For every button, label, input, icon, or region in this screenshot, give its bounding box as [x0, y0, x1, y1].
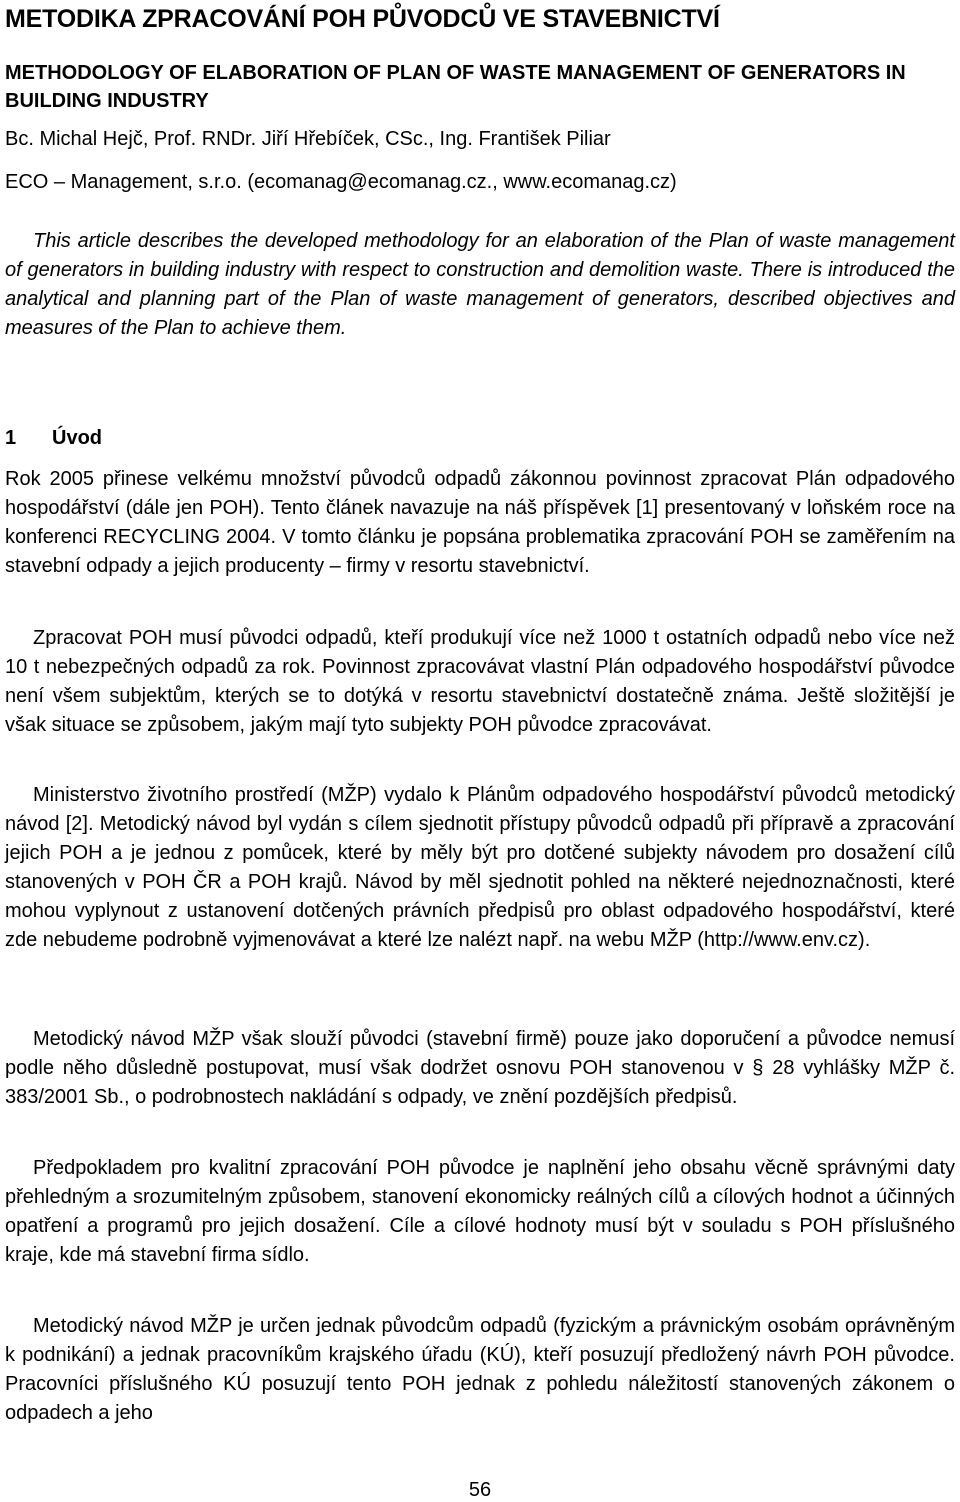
paragraph-text: Zpracovat POH musí původci odpadů, kteří produkují více než 1000 t ostatních odpadů nebo více než 10 t nebezpečných odpadů za rok. Povinnost zpracovávat vlastní Plán odpadového hospodářství původce není všem subjektům, kterých se to dotýká v resortu stavebnictví dostatečně známa. Ještě složitější je však situace se způsobem, jakým mají tyto subjekty POH původce zpracovávat. — [5, 627, 955, 736]
body-paragraph: Rok 2005 přinese velkému množství původců odpadů zákonnou povinnost zpracovat Plán odpadového hospodářství (dále jen POH). Tento článek navazuje na náš příspěvek [1] presentovaný v loňském roce na konferenci RECYCLING 2004. V tomto článku je popsána problematika zpracování POH se zaměřením na stavební odpady a jejich producenty – firmy v resortu stavebnictví. — [5, 468, 955, 577]
body-paragraph — [5, 781, 955, 955]
paper-subtitle-english: METHODOLOGY OF ELABORATION OF PLAN OF WASTE MANAGEMENT OF GENERATORS IN BUILDING INDUSTRY — [5, 62, 906, 112]
paragraph-text: Metodický návod MŽP však slouží původci (stavební firmě) pouze jako doporučení a původce nemusí podle něho důsledně postupovat, musí však dodržet osnovu POH stanovenou v § 28 vyhlášky MŽP č. 383/2001 Sb., o podrobnostech nakládání s odpady, ve znění pozdějších předpisů. — [5, 1028, 955, 1108]
body-paragraph — [5, 624, 955, 740]
body-paragraph — [5, 1154, 955, 1270]
section-heading — [5, 424, 955, 452]
section-number: 1 — [5, 427, 17, 449]
abstract-text: This article describes the developed methodology for an elaboration of the Plan of waste management of generators in building industry with respect to construction and demolition waste. There is introduced the analytical and planning part of the Plan of waste management of generators, described objectives and measures of the Plan to achieve them. — [5, 230, 955, 339]
paper-title: METODIKA ZPRACOVÁNÍ POH PŮVODCŮ VE STAVEBNICTVÍ — [5, 5, 720, 33]
paragraph-text: Metodický návod MŽP je určen jednak původcům odpadů (fyzickým a právnickým osobám oprávněným k podnikání) a jednak pracovníkům krajského úřadu (KÚ), kteří posuzují předložený návrh POH původce. Pracovníci příslušného KÚ posuzují tento POH jednak z pohledu náležitostí stanovených zákonem o odpadech a jeho — [5, 1315, 955, 1424]
abstract — [5, 227, 955, 343]
paragraph-text: Ministerstvo životního prostředí (MŽP) vydalo k Plánům odpadového hospodářství původců metodický návod [2]. Metodický návod byl vydán s cílem sjednotit přístupy původců odpadů při přípravě a zpracování jejich POH a je jednou z pomůcek, které by měly být pro dotčené subjekty návodem pro dosažení cílů stanovených v POH ČR a POH krajů. Návod by měl sjednotit pohled na některé nejednoznačnosti, které mohou vyplynout z ustanovení dotčených právních předpisů pro oblast odpadového hospodářství, které zde nebudeme podrobně vyjmenovávat a které lze nalézt např. na webu MŽP (http://www.env.cz). — [5, 784, 955, 951]
section-title: Úvod — [52, 427, 102, 449]
author-list: Bc. Michal Hejč, Prof. RNDr. Jiří Hřebíček, CSc., Ing. František Piliar — [5, 128, 611, 150]
author-affiliation: ECO – Management, s.r.o. (ecomanag@ecomanag.cz., www.ecomanag.cz) — [5, 171, 677, 193]
page-number: 56 — [468, 1479, 492, 1501]
paragraph-text: Předpokladem pro kvalitní zpracování POH původce je naplnění jeho obsahu věcně správnými daty přehledným a srozumitelným způsobem, stanovení ekonomicky reálných cílů a cílových hodnot a účinných opatření a programů pro jejich dosažení. Cíle a cílové hodnoty musí být v souladu s POH příslušného kraje, kde má stavební firma sídlo. — [5, 1157, 955, 1266]
body-paragraph — [5, 1312, 955, 1428]
body-paragraph — [5, 1025, 955, 1112]
